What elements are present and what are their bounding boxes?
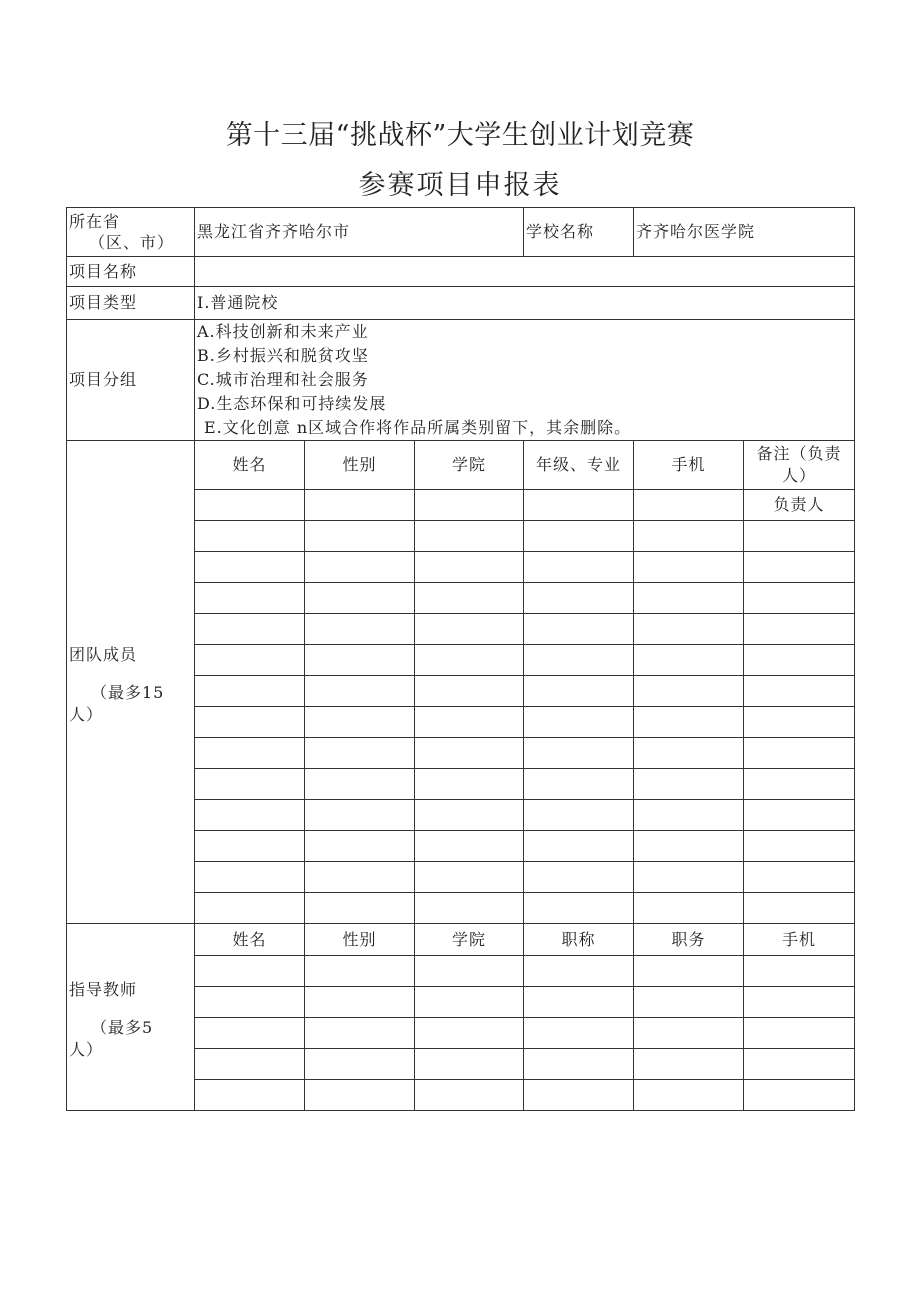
category-item[interactable]: B.乡村振兴和脱贫攻坚 [197,346,369,365]
member-name-cell[interactable] [195,676,305,707]
project-group-row [67,320,855,441]
member-grade-cell[interactable] [524,521,634,552]
advisor-gender-cell[interactable] [305,987,415,1018]
advisor-header-title: 职称 [524,924,634,956]
member-grade-cell[interactable] [524,769,634,800]
member-gender-cell[interactable] [305,831,415,862]
member-grade-cell[interactable] [524,738,634,769]
team-members-label: 团队成员 （最多15 人） [67,441,195,924]
member-name-cell[interactable] [195,893,305,924]
member-name-cell[interactable] [195,707,305,738]
province-label: 所在省 （区、市） [67,208,195,257]
member-college-cell[interactable] [415,769,524,800]
member-college-cell[interactable] [415,893,524,924]
member-college-cell[interactable] [415,645,524,676]
member-grade-cell[interactable] [524,614,634,645]
member-note-cell[interactable] [744,614,855,645]
member-name-cell[interactable] [195,521,305,552]
project-type-label: 项目类型 [67,287,195,320]
member-phone-cell[interactable] [634,738,744,769]
member-college-cell[interactable] [415,614,524,645]
member-phone-cell[interactable] [634,645,744,676]
advisor-phone-cell[interactable] [744,1018,855,1049]
advisor-position-cell[interactable] [634,987,744,1018]
team-header-name: 姓名 [195,441,305,490]
member-college-cell[interactable] [415,583,524,614]
member-phone-cell[interactable] [634,831,744,862]
advisor-gender-cell[interactable] [305,1049,415,1080]
advisor-title-cell[interactable] [524,1018,634,1049]
team-header-note: 备注（负责人） [744,441,855,490]
advisor-header-name: 姓名 [195,924,305,956]
member-note-cell[interactable] [744,552,855,583]
member-grade-cell[interactable] [524,645,634,676]
advisor-college-cell[interactable] [415,987,524,1018]
team-header-phone: 手机 [634,441,744,490]
member-gender-cell[interactable] [305,769,415,800]
member-college-cell[interactable] [415,738,524,769]
member-name-cell[interactable] [195,769,305,800]
member-name-cell[interactable] [195,583,305,614]
advisor-phone-cell[interactable] [744,1049,855,1080]
member-gender-cell[interactable] [305,862,415,893]
advisor-phone-cell[interactable] [744,956,855,987]
member-college-cell[interactable] [415,831,524,862]
advisor-header-gender: 性别 [305,924,415,956]
member-gender-cell[interactable] [305,614,415,645]
project-group-label: 项目分组 [67,320,195,441]
advisor-gender-cell[interactable] [305,1018,415,1049]
member-grade-cell[interactable] [524,583,634,614]
member-note-cell[interactable] [744,521,855,552]
member-phone-cell[interactable] [634,521,744,552]
advisor-header-row [67,924,855,956]
member-name-cell[interactable] [195,738,305,769]
member-name-cell[interactable] [195,645,305,676]
member-note-cell[interactable] [744,800,855,831]
member-name-cell[interactable] [195,614,305,645]
advisor-position-cell[interactable] [634,1080,744,1111]
member-phone-cell[interactable] [634,800,744,831]
member-phone-cell[interactable] [634,707,744,738]
member-gender-cell[interactable] [305,800,415,831]
category-item[interactable]: E.文化创意 n区域合作将作品所属类别留下，其余删除。 [204,418,632,437]
member-note-cell[interactable] [744,738,855,769]
team-header-grade-major: 年级、专业 [524,441,634,490]
member-gender-cell[interactable] [305,583,415,614]
team-header-gender: 性别 [305,441,415,490]
member-note-cell[interactable] [744,676,855,707]
member-phone-cell[interactable] [634,490,744,521]
member-gender-cell[interactable] [305,521,415,552]
member-college-cell[interactable] [415,707,524,738]
category-list [195,320,855,441]
member-name-cell[interactable] [195,831,305,862]
advisor-position-cell[interactable] [634,1018,744,1049]
member-gender-cell[interactable] [305,738,415,769]
member-grade-cell[interactable] [524,831,634,862]
advisor-name-cell[interactable] [195,1080,305,1111]
member-phone-cell[interactable] [634,676,744,707]
advisor-header-position: 职务 [634,924,744,956]
member-college-cell[interactable] [415,521,524,552]
form-title: 第十三届“挑战杯”大学生创业计划竞赛 [225,120,695,151]
member-grade-cell[interactable] [524,552,634,583]
member-gender-cell[interactable] [305,893,415,924]
category-item[interactable]: A.科技创新和未来产业 [197,322,369,341]
project-type-row [67,287,855,320]
advisor-name-cell[interactable] [195,956,305,987]
advisor-phone-cell[interactable] [744,1080,855,1111]
member-college-cell[interactable] [415,676,524,707]
category-item[interactable]: C.城市治理和社会服务 [197,370,369,389]
advisor-college-cell[interactable] [415,1018,524,1049]
advisor-name-cell[interactable] [195,1018,305,1049]
advisor-phone-cell[interactable] [744,987,855,1018]
member-gender-cell[interactable] [305,552,415,583]
advisor-position-cell[interactable] [634,956,744,987]
member-phone-cell[interactable] [634,893,744,924]
member-name-cell[interactable] [195,490,305,521]
advisor-title-cell[interactable] [524,987,634,1018]
school-name-value[interactable]: 齐齐哈尔医学院 [634,208,855,257]
project-name-row [67,257,855,287]
advisors-label: 指导教师 （最多5 人） [67,924,195,1111]
category-item[interactable]: D.生态环保和可持续发展 [197,394,387,413]
advisor-name-cell[interactable] [195,1049,305,1080]
member-name-cell[interactable] [195,862,305,893]
member-college-cell[interactable] [415,490,524,521]
member-phone-cell[interactable] [634,614,744,645]
team-header-row [67,441,855,490]
member-note-cell[interactable] [744,831,855,862]
member-note-cell[interactable] [744,862,855,893]
member-phone-cell[interactable] [634,583,744,614]
member-name-cell[interactable] [195,552,305,583]
team-header-college: 学院 [415,441,524,490]
member-college-cell[interactable] [415,862,524,893]
province-value[interactable]: 黑龙江省齐齐哈尔市 [195,208,524,257]
advisor-title-cell[interactable] [524,1080,634,1111]
member-note-cell[interactable] [744,645,855,676]
member-note-cell[interactable] [744,583,855,614]
advisor-college-cell[interactable] [415,1049,524,1080]
member-grade-cell[interactable] [524,707,634,738]
advisor-gender-cell[interactable] [305,1080,415,1111]
member-grade-cell[interactable] [524,893,634,924]
member-note-cell[interactable] [744,769,855,800]
advisor-title-cell[interactable] [524,1049,634,1080]
member-grade-cell[interactable] [524,862,634,893]
member-phone-cell[interactable] [634,769,744,800]
project-name-label: 项目名称 [67,257,195,287]
school-name-label: 学校名称 [524,208,634,257]
project-name-value[interactable] [195,257,855,287]
application-form-table [66,207,855,1111]
member-gender-cell[interactable] [305,490,415,521]
member-college-cell[interactable] [415,800,524,831]
member-note-cell[interactable] [744,707,855,738]
province-row [67,208,855,257]
member-note-cell[interactable] [744,893,855,924]
form-subtitle: 参赛项目申报表 [358,170,562,201]
advisor-header-college: 学院 [415,924,524,956]
member-gender-cell[interactable] [305,676,415,707]
member-gender-cell[interactable] [305,645,415,676]
advisor-college-cell[interactable] [415,956,524,987]
advisor-name-cell[interactable] [195,987,305,1018]
member-grade-cell[interactable] [524,676,634,707]
advisor-gender-cell[interactable] [305,956,415,987]
member-grade-cell[interactable] [524,490,634,521]
member-grade-cell[interactable] [524,800,634,831]
member-gender-cell[interactable] [305,707,415,738]
member-note-cell[interactable]: 负责人 [744,490,855,521]
advisor-title-cell[interactable] [524,956,634,987]
advisor-header-phone: 手机 [744,924,855,956]
member-phone-cell[interactable] [634,862,744,893]
member-college-cell[interactable] [415,552,524,583]
advisor-college-cell[interactable] [415,1080,524,1111]
member-phone-cell[interactable] [634,552,744,583]
advisor-position-cell[interactable] [634,1049,744,1080]
project-type-value[interactable]: I.普通院校 [195,287,855,320]
member-name-cell[interactable] [195,800,305,831]
